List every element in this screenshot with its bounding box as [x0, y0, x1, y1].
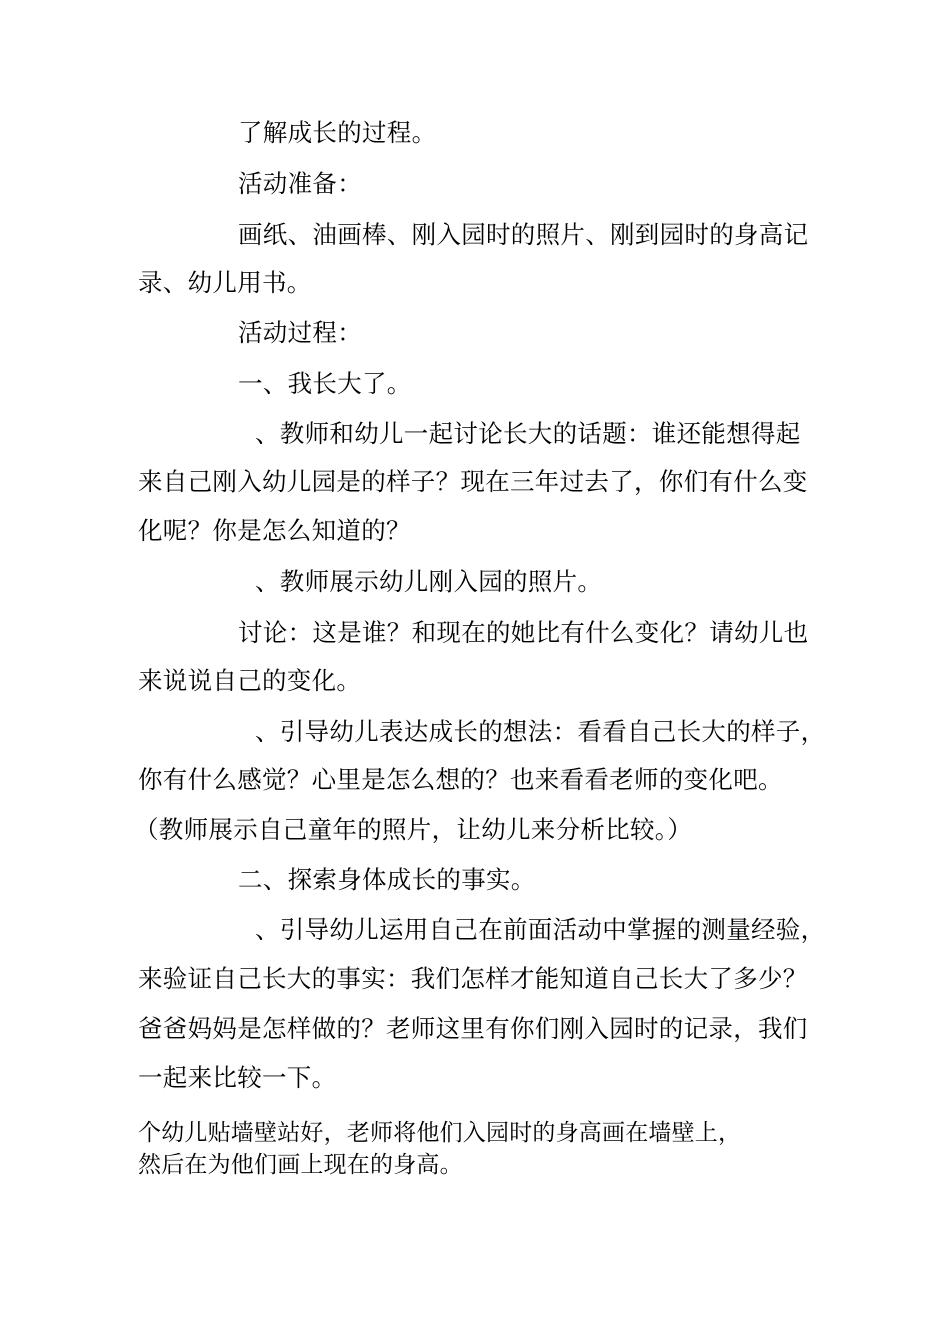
paragraph-line: 、教师和幼儿一起讨论长大的话题：谁还能想得起: [255, 419, 801, 448]
paragraph-line: 、引导幼儿表达成长的想法：看看自己长大的样子，: [255, 717, 826, 746]
section-heading: 活动准备：: [238, 169, 362, 198]
section-heading: 二、探索身体成长的事实。: [238, 865, 536, 894]
section-heading: 活动过程：: [238, 318, 362, 347]
paragraph-line: 个幼儿贴墙壁站好，老师将他们入园时的身高画在墙壁上，: [138, 1120, 742, 1146]
paragraph-line: 录、幼儿用书。: [138, 268, 312, 297]
paragraph-line: 、教师展示幼儿刚入园的照片。: [255, 567, 603, 596]
paragraph-line: 来验证自己长大的事实：我们怎样才能知道自己长大了多少？: [138, 964, 808, 993]
paragraph-line: 、引导幼儿运用自己在前面活动中掌握的测量经验，: [255, 915, 826, 944]
section-heading: 一、我长大了。: [238, 369, 412, 398]
paragraph-line: 爸爸妈妈是怎样做的？老师这里有你们刚入园时的记录，我们: [138, 1014, 808, 1043]
paragraph-line: 一起来比较一下。: [138, 1063, 337, 1092]
paragraph-line: 画纸、油画棒、刚入园时的照片、刚到园时的身高记: [238, 220, 809, 249]
paragraph-line: 了解成长的过程。: [238, 118, 437, 147]
paragraph-line: 化呢？你是怎么知道的？: [138, 516, 411, 545]
paragraph-line: 然后在为他们画上现在的身高。: [138, 1152, 463, 1178]
paragraph-line: （教师展示自己童年的照片，让幼儿来分析比较。）: [134, 815, 693, 844]
paragraph-line: 来说说自己的变化。: [138, 666, 362, 695]
paragraph-line: 你有什么感觉？心里是怎么想的？也来看看老师的变化吧。: [138, 765, 783, 794]
paragraph-line: 讨论：这是谁？和现在的她比有什么变化？请幼儿也: [238, 618, 809, 647]
paragraph-line: 来自己刚入幼儿园是的样子？现在三年过去了，你们有什么变: [138, 467, 808, 496]
